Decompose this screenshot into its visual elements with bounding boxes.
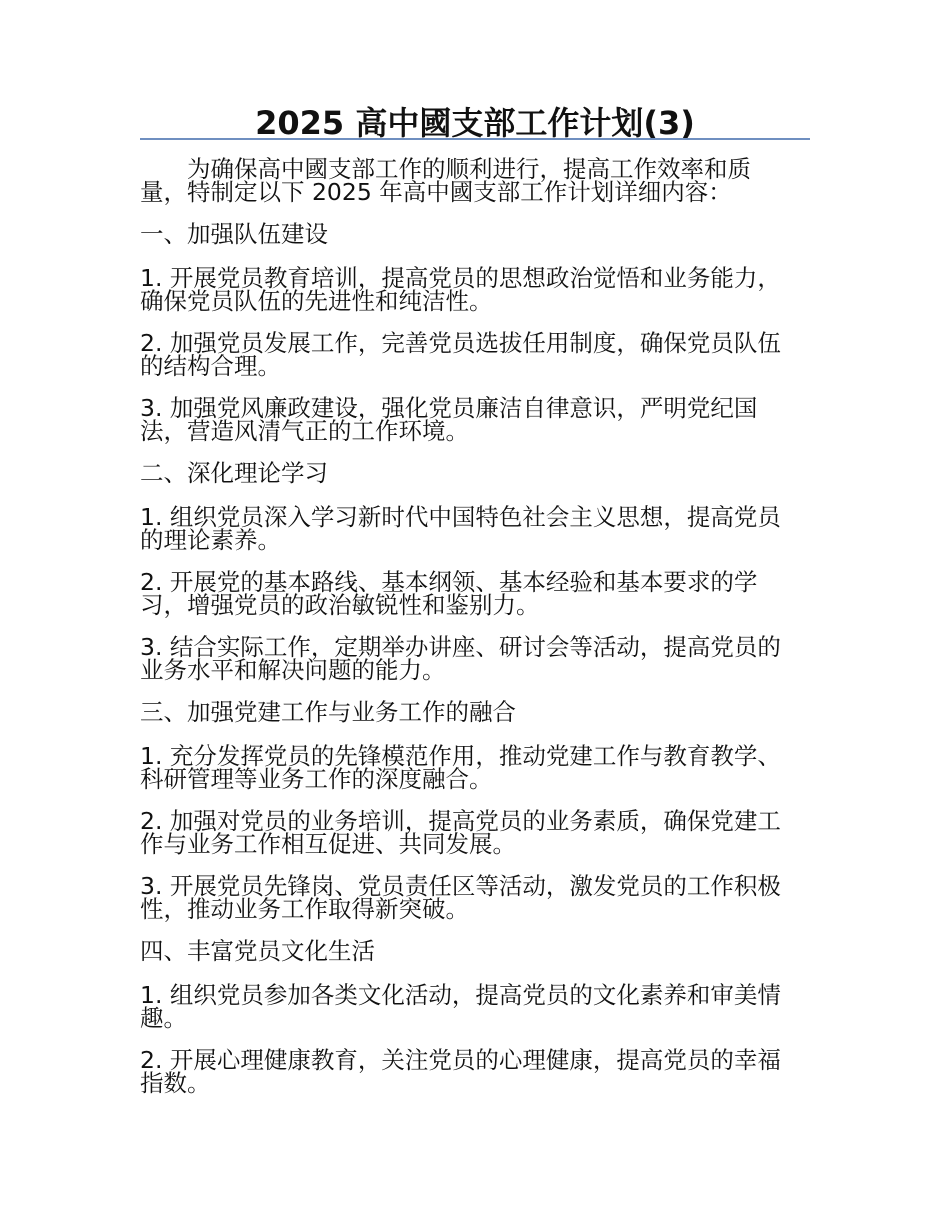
document-title: 2025 高中國支部工作计划(3) — [255, 104, 695, 142]
list-item: 1. 组织党员参加各类文化活动，提高党员的文化素养和审美情趣。 — [140, 981, 781, 1032]
list-item: 3. 结合实际工作，定期举办讲座、研讨会等活动，提高党员的业务水平和解决问题的能力。 — [140, 633, 781, 684]
section-heading: 二、深化理论学习 — [140, 459, 328, 487]
list-item: 2. 加强党员发展工作，完善党员选拔任用制度，确保党员队伍的结构合理。 — [140, 329, 781, 380]
list-item: 2. 开展心理健康教育，关注党员的心理健康，提高党员的幸福指数。 — [140, 1046, 781, 1097]
section-4 — [140, 937, 792, 1097]
section-heading: 四、丰富党员文化生活 — [140, 937, 375, 965]
list-item: 1. 组织党员深入学习新时代中国特色社会主义思想，提高党员的理论素养。 — [140, 503, 781, 554]
list-item: 1. 开展党员教育培训，提高党员的思想政治觉悟和业务能力，确保党员队伍的先进性和纯洁性。 — [140, 264, 781, 315]
intro-paragraph: 为确保高中國支部工作的顺利进行，提高工作效率和质量，特制定以下 2025 年高中國支部工作计划详细内容： — [140, 155, 751, 206]
list-item: 3. 开展党员先锋岗、党员责任区等活动，激发党员的工作积极性，推动业务工作取得新突破。 — [140, 872, 781, 923]
list-item: 2. 加强对党员的业务培训，提高党员的业务素质，确保党建工作与业务工作相互促进、共同发展。 — [140, 807, 781, 858]
list-item: 2. 开展党的基本路线、基本纲领、基本经验和基本要求的学习，增强党员的政治敏锐性和鉴别力。 — [140, 568, 758, 619]
list-item: 3. 加强党风廉政建设，强化党员廉洁自律意识，严明党纪国法，营造风清气正的工作环境。 — [140, 394, 758, 445]
section-1 — [140, 220, 792, 445]
section-heading: 一、加强队伍建设 — [140, 220, 328, 248]
section-2 — [140, 459, 792, 684]
document-body — [140, 155, 792, 1114]
section-3 — [140, 698, 792, 923]
title-underline — [140, 138, 810, 140]
section-heading: 三、加强党建工作与业务工作的融合 — [140, 698, 516, 726]
list-item: 1. 充分发挥党员的先锋模范作用，推动党建工作与教育教学、科研管理等业务工作的深度融合。 — [140, 742, 781, 793]
